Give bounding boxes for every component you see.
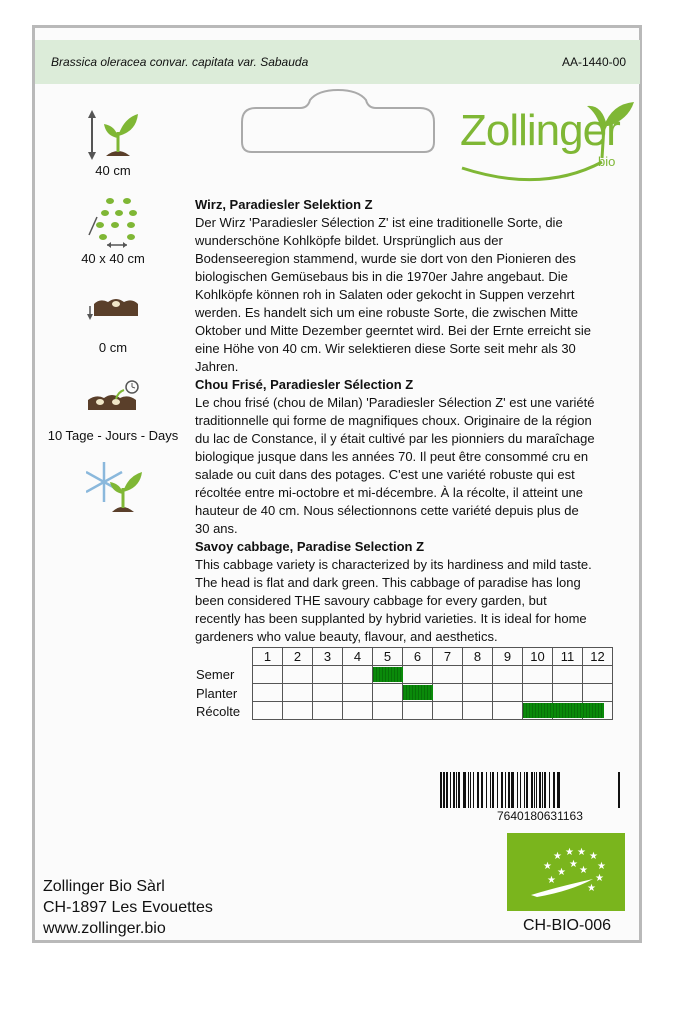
description-title-en: Savoy cabbage, Paradise Selection Z bbox=[195, 539, 425, 554]
barcode-bar bbox=[492, 772, 494, 808]
calendar-row-label: Récolte bbox=[196, 704, 241, 719]
germination-time-label: 10 Tage - Jours - Days bbox=[47, 428, 179, 443]
month-header: 7 bbox=[433, 648, 463, 666]
calendar-cell bbox=[493, 702, 523, 720]
description-text-en: This cabbage variety is characterized by its hardiness and mild taste. The head is flat and dark green. This cabbage of paradise has long been considered THE savoury cabbage for every garden, but recently has been supplanted by hybrid varieties. It is ideal for home gardeners who value beauty, flavour, and aesthetics. bbox=[195, 557, 592, 644]
barcode bbox=[440, 772, 622, 808]
barcode-bar bbox=[553, 772, 555, 808]
barcode-bar bbox=[517, 772, 518, 808]
calendar-cell bbox=[493, 666, 523, 684]
svg-text:★: ★ bbox=[553, 851, 562, 862]
svg-text:★: ★ bbox=[569, 859, 578, 870]
plant-height-icon bbox=[84, 110, 144, 160]
calendar-cell bbox=[463, 684, 493, 702]
barcode-bar bbox=[473, 772, 474, 808]
svg-text:★: ★ bbox=[565, 847, 574, 858]
calendar-fill bbox=[523, 703, 553, 718]
barcode-bar bbox=[505, 772, 506, 808]
calendar-row bbox=[253, 702, 613, 720]
barcode-bar bbox=[557, 772, 560, 808]
calendar-fill bbox=[583, 703, 604, 718]
barcode-bar bbox=[456, 772, 457, 808]
eu-organic-logo bbox=[507, 833, 625, 911]
barcode-number: 7640180631163 bbox=[497, 809, 583, 823]
calendar-cell bbox=[283, 684, 313, 702]
calendar-cell bbox=[523, 702, 553, 720]
barcode-bar bbox=[446, 772, 448, 808]
svg-text:★: ★ bbox=[587, 883, 596, 894]
month-header: 3 bbox=[313, 648, 343, 666]
calendar-cell bbox=[373, 702, 403, 720]
calendar-cell bbox=[583, 702, 613, 720]
svg-text:★: ★ bbox=[577, 847, 586, 858]
barcode-bar bbox=[458, 772, 460, 808]
calendar-cell bbox=[463, 702, 493, 720]
barcode-bar bbox=[508, 772, 510, 808]
calendar-cell bbox=[433, 684, 463, 702]
brand-logo-text: Zollinger bbox=[460, 106, 620, 155]
barcode-bar bbox=[536, 772, 537, 808]
svg-text:★: ★ bbox=[597, 861, 606, 872]
barcode-bar bbox=[486, 772, 487, 808]
svg-text:★: ★ bbox=[543, 861, 552, 872]
plant-spacing-icon bbox=[85, 195, 145, 250]
calendar-cell bbox=[583, 666, 613, 684]
company-location: CH-1897 Les Evouettes bbox=[43, 899, 213, 916]
calendar-cell bbox=[493, 684, 523, 702]
calendar-cell bbox=[283, 702, 313, 720]
barcode-bar bbox=[450, 772, 451, 808]
calendar-cell bbox=[343, 702, 373, 720]
barcode-bar bbox=[511, 772, 514, 808]
barcode-bar bbox=[490, 772, 491, 808]
month-header: 8 bbox=[463, 648, 493, 666]
barcode-bar bbox=[531, 772, 533, 808]
barcode-bar bbox=[440, 772, 442, 808]
calendar-cell bbox=[313, 702, 343, 720]
variety-description bbox=[195, 196, 595, 646]
description-text-de: Der Wirz 'Paradiesler Sélection Z' ist eine traditionelle Sorte, die wunderschöne Kohlköpfe bildet. Ursprünglich aus der Bodenseeregion stammend, wurde sie dort von den Pionieren des biologischen Gemüsebaus bis in die 1970er Jahre angebaut. Die Kohlköpfe können roh in Salaten oder gekocht in Suppen verzehrt werden. Es handelt sich um eine robuste Sorte, die zwischen Mitte Oktober und Mitte Dezember geerntet wird. Bei der Ernte erreicht sie eine Höhe von 40 cm. Wir selektieren diese Sorte seit mehr als 30 Jahren. bbox=[195, 215, 591, 374]
calendar-fill bbox=[403, 685, 433, 700]
calendar-row-label: Semer bbox=[196, 667, 235, 682]
barcode-bar bbox=[477, 772, 479, 808]
month-header: 1 bbox=[253, 648, 283, 666]
month-header: 10 bbox=[523, 648, 553, 666]
svg-text:★: ★ bbox=[557, 867, 566, 878]
barcode-bar bbox=[501, 772, 503, 808]
calendar-cell bbox=[283, 666, 313, 684]
calendar-cell bbox=[343, 666, 373, 684]
barcode-bar bbox=[520, 772, 521, 808]
month-header: 5 bbox=[373, 648, 403, 666]
calendar-cell bbox=[313, 666, 343, 684]
barcode-bar bbox=[453, 772, 455, 808]
calendar-cell bbox=[433, 666, 463, 684]
calendar-header-row bbox=[253, 648, 613, 666]
barcode-bar bbox=[524, 772, 525, 808]
description-title-fr: Chou Frisé, Paradiesler Sélection Z bbox=[195, 377, 414, 392]
latin-name: Brassica oleracea convar. capitata var. Sabauda bbox=[51, 55, 309, 69]
month-header: 4 bbox=[343, 648, 373, 666]
svg-text:★: ★ bbox=[579, 865, 588, 876]
barcode-bar bbox=[470, 772, 471, 808]
barcode-bar bbox=[497, 772, 498, 808]
barcode-bar bbox=[526, 772, 528, 808]
germination-time-icon bbox=[86, 378, 146, 416]
calendar-cell bbox=[313, 684, 343, 702]
barcode-bar bbox=[468, 772, 469, 808]
month-header: 9 bbox=[493, 648, 523, 666]
calendar-row bbox=[253, 666, 613, 684]
hanger-tab-icon bbox=[238, 88, 440, 156]
company-address bbox=[43, 876, 213, 939]
barcode-bar bbox=[539, 772, 541, 808]
svg-text:★: ★ bbox=[589, 851, 598, 862]
calendar-cell bbox=[463, 666, 493, 684]
barcode-bar bbox=[618, 772, 620, 808]
month-header: 2 bbox=[283, 648, 313, 666]
barcode-bar bbox=[534, 772, 535, 808]
svg-text:★: ★ bbox=[547, 875, 556, 886]
article-code: AA-1440-00 bbox=[561, 55, 626, 69]
company-website[interactable]: www.zollinger.bio bbox=[43, 920, 166, 937]
month-header: 11 bbox=[553, 648, 583, 666]
eu-organic-leaf-icon bbox=[507, 833, 625, 911]
barcode-bar bbox=[549, 772, 550, 808]
certification-code: CH-BIO-006 bbox=[523, 917, 612, 934]
calendar-cell bbox=[583, 684, 613, 702]
month-header: 6 bbox=[403, 648, 433, 666]
calendar-cell bbox=[253, 684, 283, 702]
calendar-cell bbox=[253, 702, 283, 720]
calendar-cell bbox=[433, 702, 463, 720]
calendar-fill bbox=[373, 667, 403, 682]
plant-height-label: 40 cm bbox=[95, 163, 131, 178]
calendar-cell bbox=[553, 684, 583, 702]
calendar-cell bbox=[553, 666, 583, 684]
barcode-bar bbox=[481, 772, 483, 808]
sowing-depth-icon bbox=[86, 292, 146, 322]
calendar-cell bbox=[403, 684, 433, 702]
calendar-cell bbox=[553, 702, 583, 720]
sowing-calendar bbox=[252, 647, 613, 720]
company-name: Zollinger Bio Sàrl bbox=[43, 878, 165, 895]
description-title-de: Wirz, Paradiesler Selektion Z bbox=[195, 197, 373, 212]
calendar-cell bbox=[523, 684, 553, 702]
calendar-cell bbox=[403, 702, 433, 720]
calendar-fill bbox=[553, 703, 583, 718]
calendar-cell bbox=[373, 684, 403, 702]
month-header: 12 bbox=[583, 648, 613, 666]
barcode-bar bbox=[443, 772, 445, 808]
calendar-row-label: Planter bbox=[196, 685, 238, 701]
calendar-row-labels bbox=[196, 666, 240, 722]
calendar-cell bbox=[343, 684, 373, 702]
calendar-cell bbox=[373, 666, 403, 684]
barcode-bar bbox=[542, 772, 543, 808]
brand-logo-sub: bio bbox=[598, 154, 616, 169]
sowing-depth-label: 0 cm bbox=[98, 340, 128, 355]
calendar-cell bbox=[253, 666, 283, 684]
barcode-bar bbox=[544, 772, 546, 808]
frost-hardy-icon bbox=[86, 460, 146, 514]
svg-text:★: ★ bbox=[595, 873, 604, 884]
calendar-cell bbox=[523, 666, 553, 684]
barcode-bar bbox=[463, 772, 466, 808]
calendar-cell bbox=[403, 666, 433, 684]
description-text-fr: Le chou frisé (chou de Milan) 'Paradiesler Sélection Z' est une variété traditionnelle qui forme de magnifiques choux. Originaire de la région du lac de Constance, il y était cultivé par les pionniers du maraîchage biologique jusque dans les années 70. Il peut être consommé cru en salade ou cuit dans des potages. C'est une variété robuste qui est récoltée entre mi-octobre et mi-décembre. À la récolte, il atteint une hauteur de 40 cm. Nous sélectionnons cette variété depuis plus de 30 ans. bbox=[195, 395, 595, 536]
plant-spacing-label: 40 x 40 cm bbox=[81, 251, 145, 266]
calendar-row bbox=[253, 684, 613, 702]
